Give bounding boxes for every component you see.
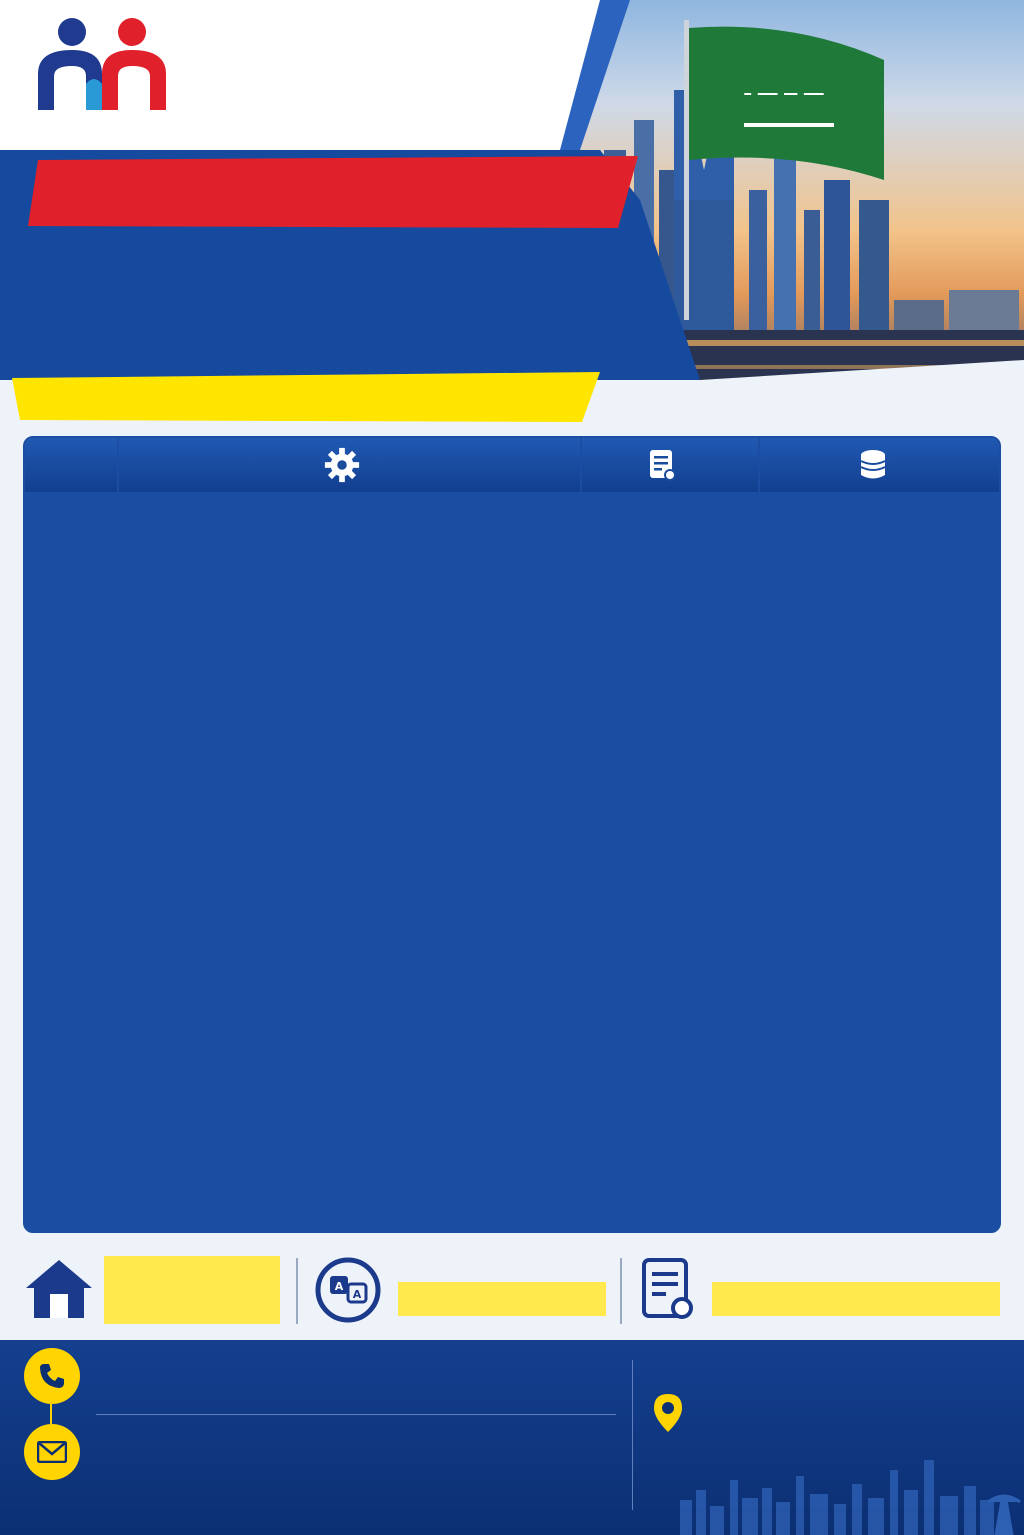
- header-banner: [0, 0, 1024, 430]
- language-highlight: [398, 1282, 606, 1316]
- column-divider: [117, 438, 119, 1231]
- coins-icon: [857, 448, 889, 482]
- location-pin-icon: [652, 1392, 684, 1434]
- language-chat-icon: [314, 1256, 382, 1324]
- benefit-separator: [620, 1258, 622, 1324]
- svg-text:A: A: [334, 1280, 344, 1293]
- contact-divider: [96, 1414, 616, 1415]
- email-icon: [24, 1424, 80, 1480]
- document-icon: [648, 448, 678, 482]
- connector-line: [50, 1404, 52, 1424]
- column-divider: [758, 438, 760, 1231]
- table-header: [25, 438, 999, 492]
- house-icon: [22, 1256, 96, 1320]
- header-qty: [581, 438, 759, 492]
- header-sl: [25, 438, 117, 492]
- column-divider: [580, 438, 582, 1231]
- certifications-highlight: [712, 1282, 1000, 1316]
- svg-text:A: A: [352, 1288, 362, 1301]
- header-job: [117, 438, 581, 492]
- certificate-icon: [640, 1256, 696, 1324]
- accommodation-highlight: [104, 1256, 280, 1324]
- benefit-separator: [296, 1258, 298, 1324]
- svg-text:ـــ ــ ـــ ـ: ـــ ــ ـــ ـ: [744, 76, 824, 101]
- jobs-table: [23, 436, 1001, 1233]
- mumbai-skyline-graphic: [640, 1440, 1024, 1535]
- table-footer: [25, 1194, 999, 1231]
- header-salary: [761, 438, 999, 492]
- company-logo: [32, 14, 172, 114]
- footer-divider: [632, 1360, 633, 1510]
- urgent-banner-bg: [28, 156, 638, 228]
- reputed-banner-bg: [12, 372, 600, 422]
- gear-icon: [323, 446, 361, 484]
- phone-icon: [24, 1348, 80, 1404]
